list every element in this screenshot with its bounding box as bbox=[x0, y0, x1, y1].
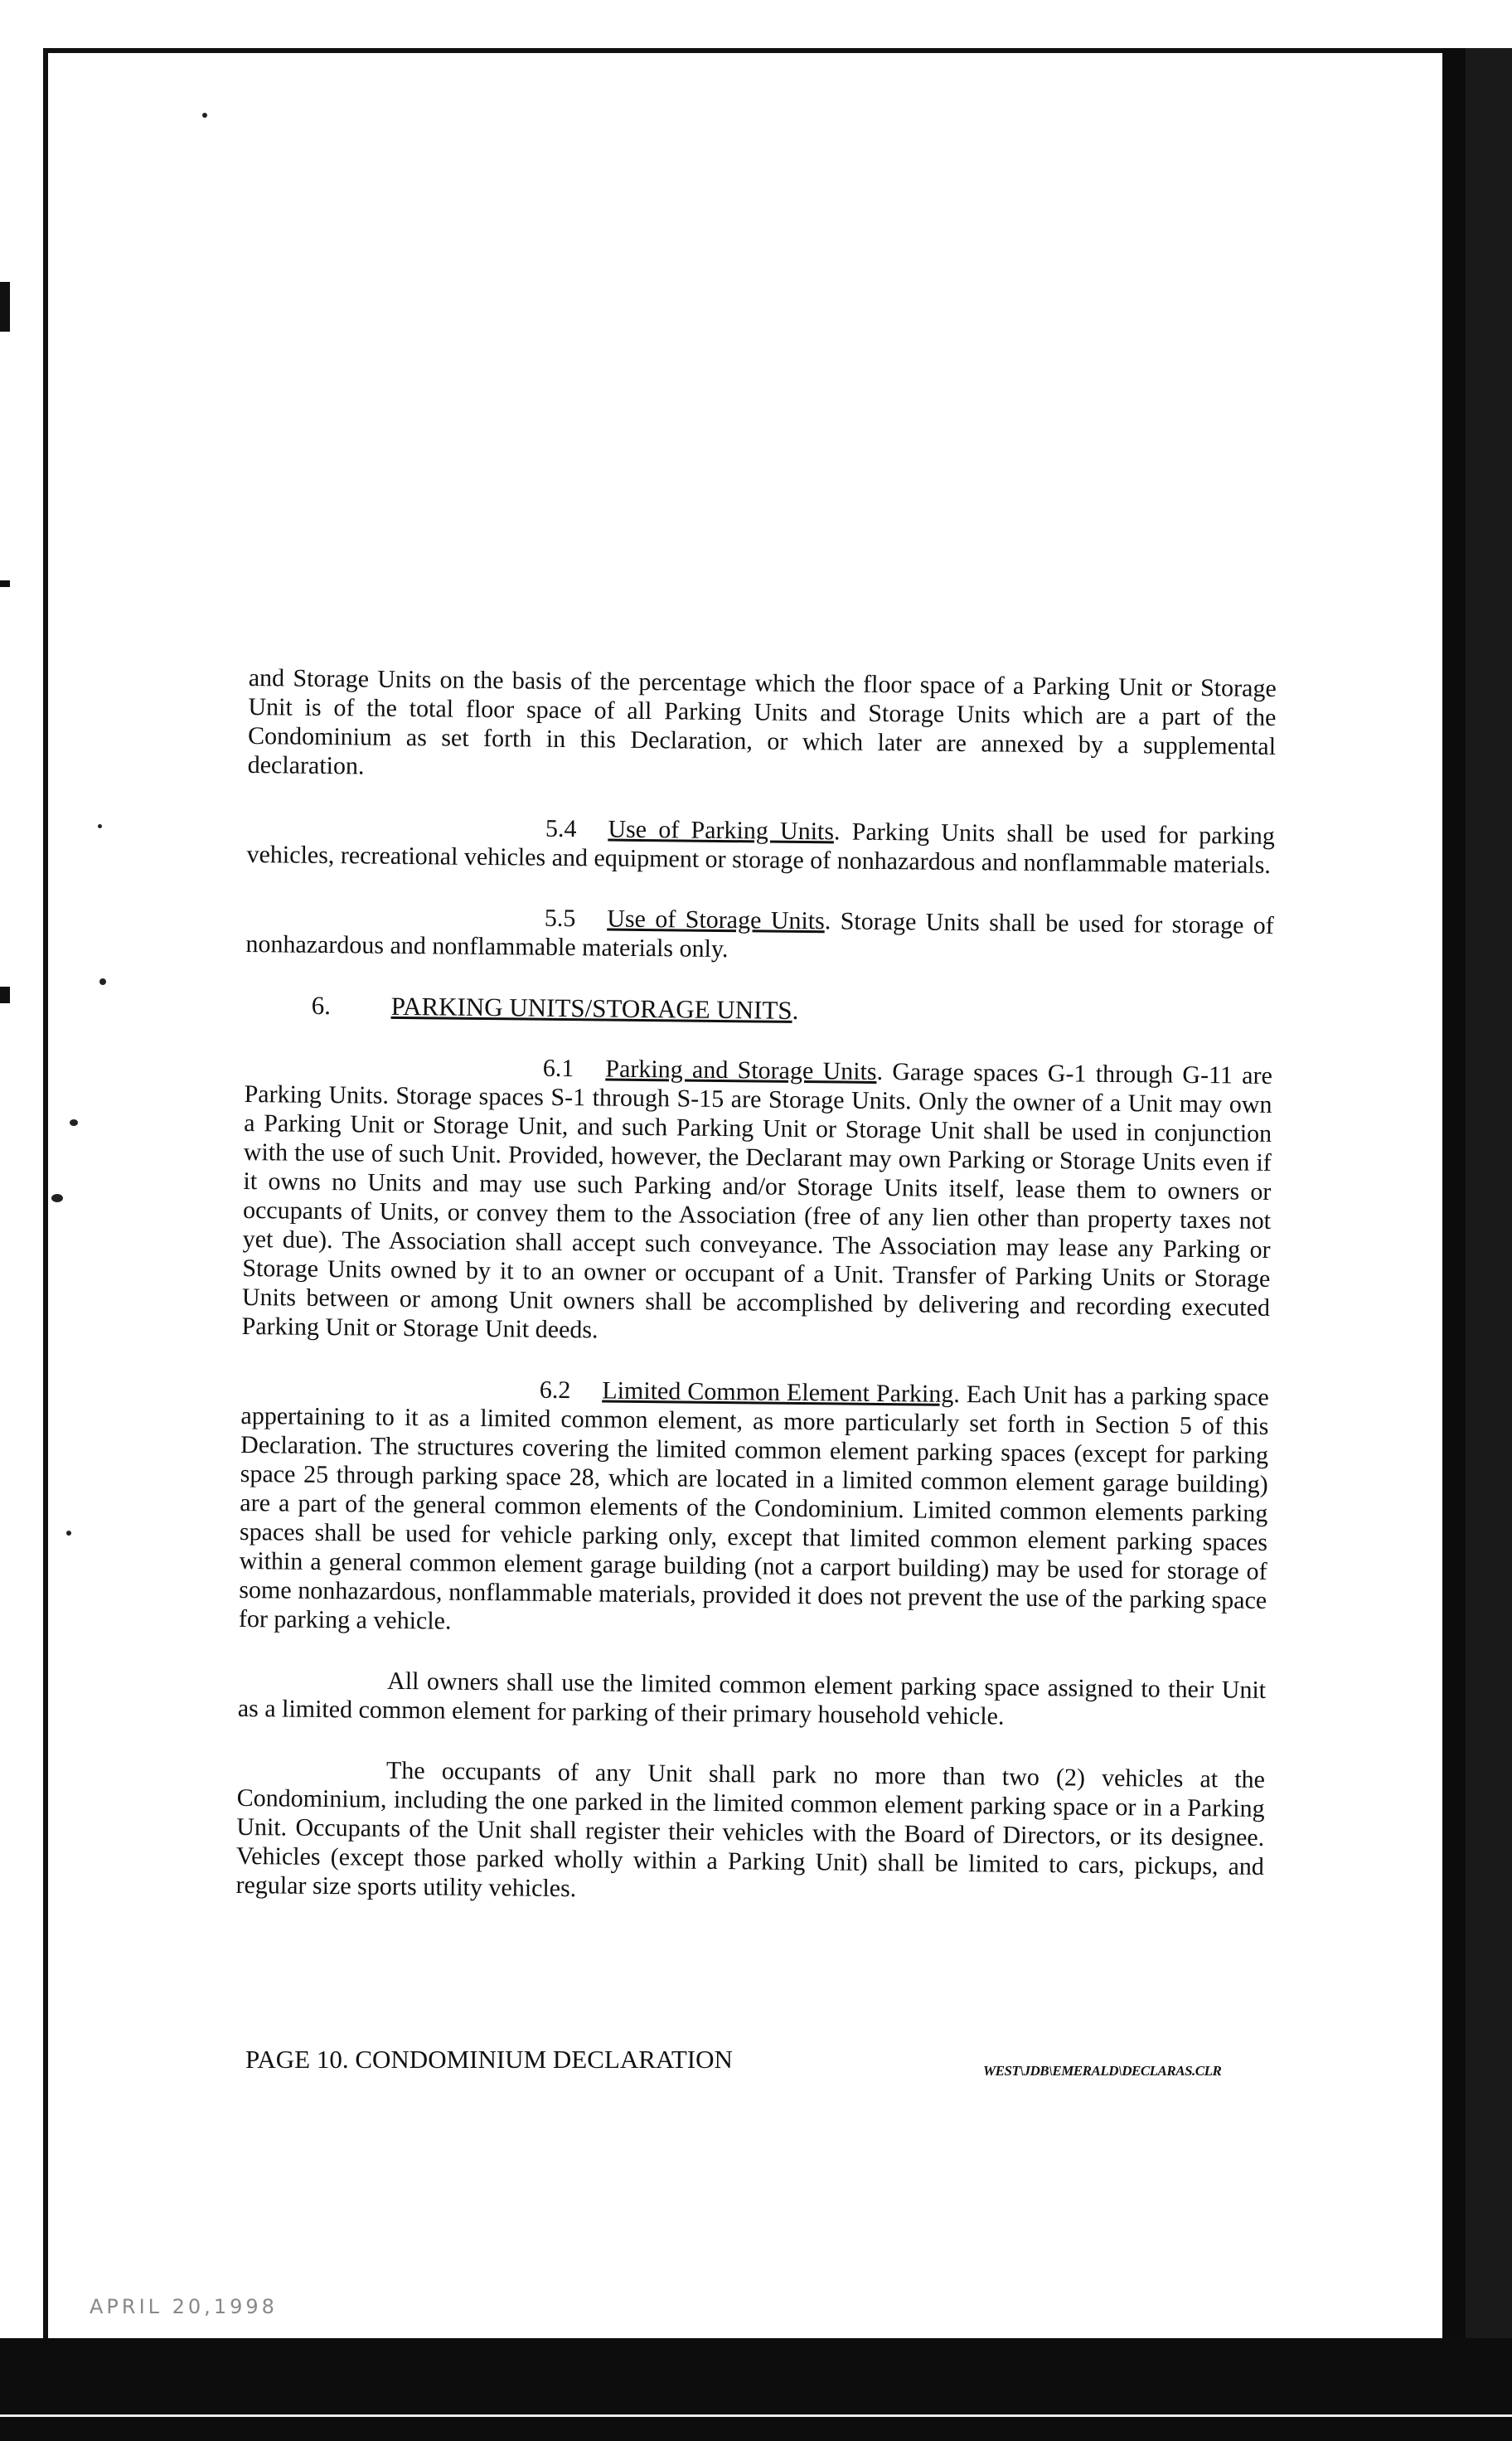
occupants-paragraph: The occupants of any Unit shall park no more than two (2) vehicles at the Condominium, including the one parked in the limited common element parking space or in a Parking Unit. Occupants of the Unit shall register their vehicles with the Board of Directors, or its designee. Vehicles (except those parked wholly within a Parking Unit) shall be limited to cars, pickups, and regular size sports utility vehicles. bbox=[235, 1756, 1266, 1903]
heading-title: PARKING UNITS/STORAGE UNITS bbox=[390, 991, 792, 1025]
scan-border-top bbox=[43, 48, 1466, 53]
section-number: 5.4 bbox=[545, 814, 577, 843]
heading-number: 6. bbox=[311, 990, 332, 1021]
file-code: WEST\JDB\EMERALD\DECLARAS.CLR bbox=[983, 2063, 1222, 2079]
scan-border-bottom bbox=[0, 2338, 1512, 2441]
section-number: 6.2 bbox=[539, 1376, 571, 1405]
section-body: . Garage spaces G-1 through G-11 are Parking Units. Storage spaces S-1 through S-15 are Storage Units. Only the owner of a Unit may own a Parking Unit or Storage Unit, and such Parking Unit or Storage Unit shall be used in conjunction with the use of such Unit. Provided, however, the Declarant may own Parking or Storage Units even if it owns no Units and may use such Parking and/or Storage Units itself, lease them to owners or occupants of Units, or convey them to the Association (free of any lien other than property taxes not yet due). The Association shall accept such conveyance. The Association may lease any Parking or Storage Units owned by it to an owner or occupant of a Unit. Transfer of Parking Units or Storage Units between or among Unit owners shall be accomplished by delivering and recording executed Parking Unit or Storage Unit deeds. bbox=[241, 1057, 1273, 1344]
section-title: Use of Parking Units bbox=[608, 815, 835, 846]
owners-paragraph: All owners shall use the limited common element parking space assigned to their Unit as a limited common element for parking of their primary household vehicle. bbox=[237, 1667, 1267, 1730]
intro-paragraph: and Storage Units on the basis of the percentage which the floor space of a Parking Unit or Storage Unit is of the total floor space of all Parking Units and Storage Units which are a part of the Condominium as set forth in this Declaration, or which later are annexed by a supplemental declaration. bbox=[247, 663, 1277, 780]
date-stamp: APRIL 20,1998 bbox=[90, 2295, 278, 2318]
section-number: 6.1 bbox=[542, 1054, 574, 1083]
page-footer: PAGE 10. CONDOMINIUM DECLARATION bbox=[245, 2045, 733, 2074]
section-body: . Storage Units shall be used for storage of nonhazardous and nonflammable materials only. bbox=[245, 907, 1274, 963]
section-6-heading bbox=[312, 991, 1273, 1030]
scan-speck bbox=[202, 113, 207, 118]
scan-artifact bbox=[0, 987, 10, 1003]
section-title: Limited Common Element Parking bbox=[602, 1376, 954, 1408]
section-6-1 bbox=[241, 1051, 1272, 1352]
scan-speck bbox=[99, 978, 106, 985]
document-body bbox=[235, 663, 1277, 1942]
scan-speck bbox=[51, 1194, 63, 1202]
scan-edge-right bbox=[1466, 48, 1512, 2441]
section-5-5 bbox=[245, 900, 1274, 969]
scan-speck bbox=[66, 1531, 71, 1536]
section-title: Use of Storage Units bbox=[607, 905, 825, 935]
scan-border-right bbox=[1442, 48, 1466, 2370]
section-title: Parking and Storage Units bbox=[605, 1055, 877, 1085]
section-6-2 bbox=[239, 1372, 1269, 1644]
scan-artifact bbox=[0, 282, 10, 332]
section-body: . Each Unit has a parking space appertaining to it as a limited common element, as more particularly set forth in Section 5 of this Declaration. The structures covering the limited common element parking spaces (except for parking space 25 through parking space 28, which are located in a limited common element garage building) are a part of the general common elements of the Condominium. Limited common elements parking spaces shall be used for vehicle parking only, except that limited common element parking spaces within a general common element garage building (not a carport building) may be used for storage of some nonhazardous, nonflammable materials, provided it does not prevent the use of the parking space for parking a vehicle. bbox=[238, 1380, 1269, 1635]
scan-border-left bbox=[43, 48, 48, 2345]
section-body: . Parking Units shall be used for parking vehicles, recreational vehicles and equipment or storage of nonhazardous and nonflammable materials. bbox=[246, 818, 1276, 879]
scan-bottom-line bbox=[0, 2414, 1512, 2417]
scan-speck bbox=[98, 824, 102, 828]
scan-artifact bbox=[0, 580, 10, 587]
section-5-4 bbox=[246, 811, 1275, 880]
section-number: 5.5 bbox=[544, 904, 576, 933]
scan-speck bbox=[70, 1119, 78, 1126]
heading-suffix: . bbox=[792, 995, 799, 1025]
